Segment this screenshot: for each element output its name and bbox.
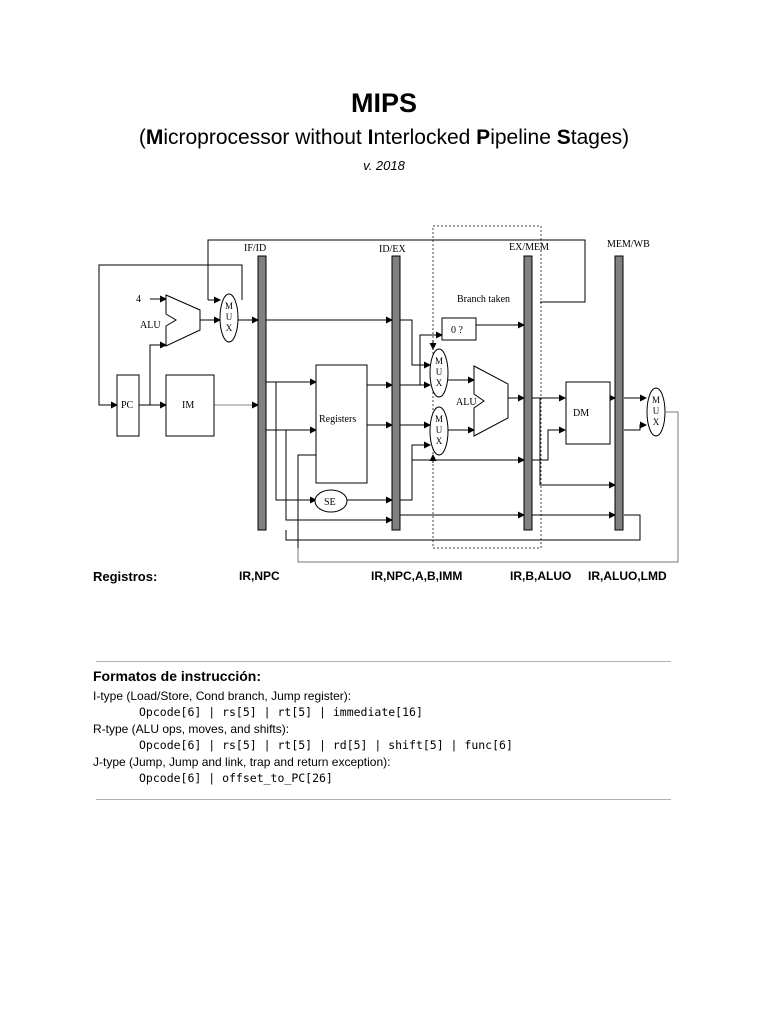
subtitle-open: ( [138,126,146,149]
subtitle-letter-i: I [367,126,374,149]
divider-bottom [96,799,671,800]
se-label: SE [324,497,336,508]
pc-label: PC [121,400,134,411]
itype-code: Opcode[6] | rs[5] | rt[5] | immediate[16] [139,705,423,719]
if-mux-letter-u: U [225,312,233,322]
formatos-section [93,668,673,787]
ex-mux2-letter-m: M [434,414,444,424]
subtitle-letter-s: S [556,126,571,149]
wire-wb-dest [286,515,640,540]
ex-alu-shape [474,366,508,436]
divider-top [96,661,671,662]
pipeline-diagram [90,215,690,565]
registers-label: Registers [319,414,357,425]
stage-label-memwb: MEM/WB [607,239,650,250]
ifid-register [258,256,266,530]
memwb-register [615,256,623,530]
subtitle-word-4: tages [570,126,623,149]
formatos-heading: Formatos de instrucción: [93,668,262,684]
subtitle-letter-p: P [476,126,491,149]
subtitle-word-2: nterlocked [373,126,477,149]
if-alu-label: ALU [140,320,161,331]
wb-mux-letter-x: X [652,417,660,427]
subtitle-close: ) [622,126,630,149]
exmem-register [524,256,532,530]
ex-mux1-letter-m: M [434,356,444,366]
wire-npc-to-mux1 [400,320,430,365]
registros-ifid: IR,NPC [239,569,280,583]
wire-imm-to-mux2 [400,445,430,500]
zero-test-label: 0 ? [451,325,463,336]
wire-ir-to-se [276,382,316,500]
ex-mux1-letter-x: X [435,378,443,388]
wire-b-to-dm [532,430,565,460]
wire-wb-to-registers [298,455,316,548]
registros-idex: IR,NPC,A,B,IMM [371,569,463,583]
stage-label-ifid: IF/ID [244,243,267,254]
if-alu-shape [166,295,200,346]
registros-exmem: IR,B,ALUO [510,569,572,583]
im-label: IM [182,400,195,411]
wb-mux-letter-u: U [652,406,660,416]
version-label: v. 2018 [363,158,405,173]
ex-mux1-letter-u: U [435,367,443,377]
rtype-code: Opcode[6] | rs[5] | rt[5] | rd[5] | shift[5] | func[6] [139,738,513,752]
branch-taken-label: Branch taken [457,294,511,305]
subtitle-word-1: icroprocessor without [163,126,368,149]
registros-memwb: IR,ALUO,LMD [588,569,667,583]
stage-label-idex: ID/EX [379,244,406,255]
ex-mux2-letter-u: U [435,425,443,435]
page-subtitle [0,126,768,150]
ex-alu-label: ALU [456,397,477,408]
jtype-desc: J-type (Jump, Jump and link, trap and return exception): [93,755,391,769]
wire-pc-to-alu [150,345,166,405]
const-four-label: 4 [136,294,141,305]
page-title: MIPS [350,88,417,118]
stage-label-exmem: EX/MEM [509,242,549,253]
itype-desc: I-type (Load/Store, Cond branch, Jump register): [93,689,352,703]
if-mux-letter-m: M [224,301,234,311]
ex-mux2-letter-x: X [435,436,443,446]
rtype-desc: R-type (ALU ops, moves, and shifts): [93,722,290,736]
dm-label: DM [573,408,590,419]
registros-row [0,569,768,587]
registros-label: Registros: [93,569,158,584]
idex-register [392,256,400,530]
if-mux-letter-x: X [225,323,233,333]
jtype-code: Opcode[6] | offset_to_PC[26] [139,771,333,785]
wb-mux-letter-m: M [651,395,661,405]
subtitle-letter-m: M [145,126,164,149]
subtitle-word-3: ipeline [490,126,557,149]
wire-aluo-to-wbmux [624,425,646,430]
